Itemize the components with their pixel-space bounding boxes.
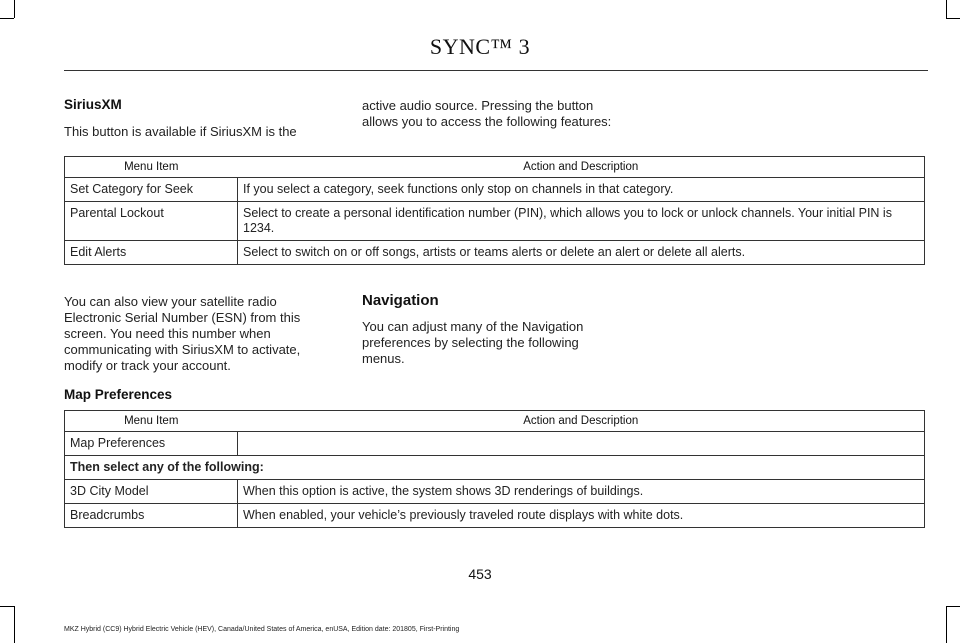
column-header-action: Action and Description: [238, 157, 925, 178]
description-cell: If you select a category, seek functions only stop on channels in that category.: [238, 178, 925, 202]
table-row: [65, 241, 925, 265]
navigation-paragraph: [362, 319, 583, 367]
crop-mark: [0, 606, 14, 607]
siriusxm-table: [64, 156, 925, 265]
header-divider: [64, 70, 928, 71]
esn-paragraph: [64, 294, 300, 374]
column-header-action: Action and Description: [238, 411, 925, 432]
paragraph-line: preferences by selecting the following: [362, 335, 579, 350]
table-row: [65, 456, 925, 480]
paragraph-line: You can also view your satellite radio: [64, 294, 277, 309]
table-row: [65, 432, 925, 456]
table-row: [65, 504, 925, 528]
paragraph-line: You can adjust many of the Navigation: [362, 319, 584, 334]
table-row: [65, 202, 925, 241]
navigation-heading: Navigation: [362, 292, 439, 309]
menu-item-cell: Set Category for Seek: [65, 178, 238, 202]
crop-mark: [14, 0, 15, 18]
paragraph-line: menus.: [362, 351, 405, 366]
column-header-menu-item: Menu Item: [65, 411, 238, 432]
page-title: SYNC™ 3: [429, 34, 531, 59]
table-header-row: [65, 411, 925, 432]
map-preferences-heading: Map Preferences: [64, 387, 173, 402]
description-cell: When this option is active, the system shows 3D renderings of buildings.: [238, 480, 925, 504]
description-cell: Select to create a personal identification number (PIN), which allows you to lock or unlock channels. Your initial PIN is 1234.: [238, 202, 925, 241]
paragraph-line: Electronic Serial Number (ESN) from this: [64, 310, 301, 325]
crop-mark: [14, 606, 15, 643]
table-header-row: [65, 157, 925, 178]
menu-item-cell: Parental Lockout: [65, 202, 238, 241]
footer-edition-info: MKZ Hybrid (CC9) Hybrid Electric Vehicle (HEV), Canada/United States of America, enUSA, Edition date: 201805, First-Printing: [64, 626, 460, 633]
column-header-menu-item: Menu Item: [65, 157, 238, 178]
page-number: 453: [468, 566, 492, 582]
map-preferences-table: [64, 410, 925, 528]
siriusxm-intro-right-1: active audio source. Pressing the button: [362, 98, 594, 113]
siriusxm-intro-left: This button is available if SiriusXM is the: [64, 124, 297, 139]
siriusxm-heading: SiriusXM: [64, 97, 122, 112]
table-subheading: Then select any of the following:: [65, 456, 925, 480]
crop-mark: [946, 18, 960, 19]
crop-mark: [0, 18, 14, 19]
paragraph-line: modify or track your account.: [64, 358, 231, 373]
description-cell: [238, 432, 925, 456]
menu-item-cell: Map Preferences: [65, 432, 238, 456]
description-cell: Select to switch on or off songs, artists or teams alerts or delete an alert or delete all alerts.: [238, 241, 925, 265]
menu-item-cell: Breadcrumbs: [65, 504, 238, 528]
menu-item-cell: 3D City Model: [65, 480, 238, 504]
crop-mark: [946, 606, 960, 607]
paragraph-line: communicating with SiriusXM to activate,: [64, 342, 301, 357]
crop-mark: [946, 0, 947, 18]
crop-mark: [946, 606, 947, 643]
table-row: [65, 178, 925, 202]
table-row: [65, 480, 925, 504]
menu-item-cell: Edit Alerts: [65, 241, 238, 265]
description-cell: When enabled, your vehicle’s previously traveled route displays with white dots.: [238, 504, 925, 528]
siriusxm-intro-right-2: allows you to access the following features:: [362, 114, 612, 129]
paragraph-line: screen. You need this number when: [64, 326, 271, 341]
